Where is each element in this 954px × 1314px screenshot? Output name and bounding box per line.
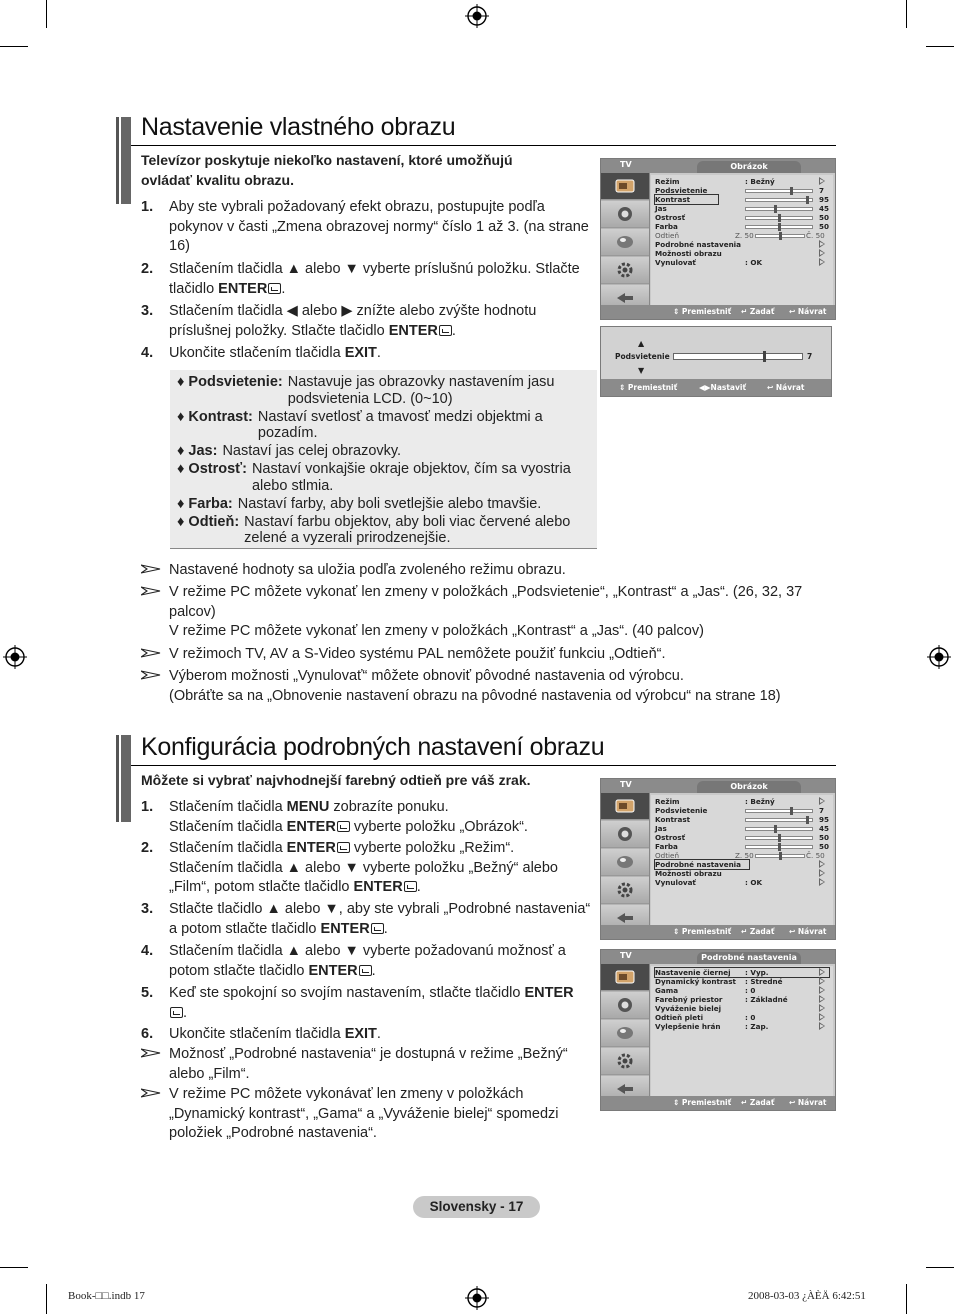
back-hint: ↩ Návrat [789, 927, 827, 936]
enter-icon [170, 1007, 183, 1018]
step-item [141, 198, 596, 257]
menu-sidebar [601, 793, 650, 925]
note-arrow-icon [141, 1048, 161, 1058]
arrow-right-icon [819, 995, 825, 1003]
crop-mark [0, 1267, 28, 1268]
menu-row[interactable]: Jas 45 [655, 204, 830, 213]
menu-row[interactable]: Vynulovať : OK [655, 878, 829, 887]
sound-icon[interactable] [601, 992, 649, 1019]
arrow-right-icon [819, 986, 825, 994]
menu-row[interactable]: Jas 45 [655, 824, 830, 833]
menu-content [651, 966, 833, 1096]
step-item: 2. Stlačením tlačidla ENTER vyberte položku „Režim“. Stlačením tlačidla ▲ alebo ▼ vyberte položku „Bežný“ alebo „Film“, potom stlačte tlačidlo ENTER . [141, 840, 558, 895]
crop-mark [46, 1284, 47, 1314]
sound-icon[interactable] [601, 201, 649, 228]
info-row: ♦ Jas: Nastaví jas celej obrazovky. [177, 443, 402, 459]
menu-row[interactable]: Farba 50 [655, 842, 830, 851]
channel-icon[interactable] [601, 229, 649, 256]
arrow-right-icon [819, 1013, 825, 1021]
note-arrow-icon [141, 564, 161, 574]
menu-title: Obrázok [697, 161, 801, 173]
move-hint: ⇕ Premiestniť [673, 307, 732, 316]
note-arrow-icon [141, 1088, 161, 1098]
menu-content [651, 175, 833, 305]
step-text: Ukončite stlačením tlačidla EXIT. [169, 345, 381, 361]
section-title: Konfigurácia podrobných nastavení obrazu [141, 733, 605, 761]
crop-mark [906, 0, 907, 28]
slider-track[interactable] [673, 353, 803, 360]
tv-label: TV [620, 951, 632, 960]
step-item: 6. Ukončite stlačením tlačidla EXIT. [141, 1026, 381, 1042]
print-slug-right: 2008-03-03 ¿ÀÈÄ 6:42:51 [748, 1290, 866, 1302]
crop-mark [906, 1284, 907, 1314]
step-text: Stlačením tlačidla ▲ alebo ▼ vyberte príslušnú položku. Stlačte tlačidlo ENTER . [169, 261, 580, 297]
menu-row[interactable]: Kontrast 95 [655, 195, 830, 204]
up-arrow-icon: ▲ [638, 339, 645, 348]
enter-icon [337, 842, 350, 853]
info-box [170, 370, 597, 549]
arrow-right-icon [819, 860, 825, 868]
move-hint: ⇕ Premiestniť [619, 383, 678, 392]
enter-hint: ↵ Zadať [741, 307, 775, 316]
menu-content [651, 795, 833, 925]
crop-mark [0, 46, 28, 47]
info-row: ♦ Kontrast: Nastaví svetlosť a tmavosť medzi objektmi a pozadím. [177, 408, 543, 441]
enter-icon [359, 965, 372, 976]
menu-row[interactable]: Vynulovať : OK [655, 258, 829, 267]
arrow-right-icon [819, 240, 825, 248]
section-title: Nastavenie vlastného obrazu [141, 113, 456, 141]
arrow-right-icon [819, 797, 825, 805]
menu-row[interactable]: Možnosti obrazu [655, 869, 829, 878]
slider-label: Podsvietenie [615, 352, 670, 361]
section-bar [116, 735, 131, 822]
note-item: Výberom možnosti „Vynulovať“ môžete obnoviť pôvodné nastavenia od výrobcu. (Obráťte sa na „Obnovenie nastavení obrazu na pôvodné nastavenia od výrobcu“ na strane 18) [141, 667, 831, 706]
section-rule [131, 145, 836, 146]
menu-row[interactable]: Podsvietenie 7 [655, 806, 825, 815]
step-text: Stlačením tlačidla ◀ alebo ▶ znížte alebo zvýšte hodnotu príslušnej položky. Stlačte tlačidlo ENTER . [169, 303, 537, 339]
slider-footer [601, 379, 831, 396]
move-hint: ⇕ Premiestniť [673, 927, 732, 936]
registration-mark-icon [465, 4, 489, 28]
note-arrow-icon [141, 586, 161, 596]
step-item: 4. Stlačením tlačidla ▲ alebo ▼ vyberte požadovanú možnosť a potom stlačte tlačidlo ENTER . [141, 943, 566, 979]
print-slug-left: Book-□□.indb 17 [68, 1290, 145, 1302]
adjust-hint: ◀▶Nastaviť [699, 383, 747, 392]
menu-row[interactable]: Ostrosť 50 [655, 213, 830, 222]
enter-icon [404, 881, 417, 892]
tv-label: TV [620, 160, 632, 169]
menu-row[interactable]: Dynamický kontrast : Stredné [655, 977, 829, 986]
step-number: 2. [141, 261, 154, 277]
registration-mark-icon [465, 1286, 489, 1310]
menu-sidebar [601, 964, 650, 1096]
menu-row[interactable]: Podrobné nastavenia [655, 860, 829, 869]
section-intro: Môžete si vybrať najvhodnejší farebný odtieň pre váš zrak. [141, 772, 531, 788]
enter-icon [337, 821, 350, 832]
menu-row[interactable]: Režim : Bežný [655, 797, 829, 806]
menu-footer [601, 305, 835, 319]
step-item: 3. Stlačte tlačidlo ▲ alebo ▼, aby ste vybrali „Podrobné nastavenia“ a potom stlačte tlačidlo ENTER . [141, 901, 591, 937]
crop-mark [46, 0, 47, 28]
menu-row[interactable]: Odtieň pleti : 0 [655, 1013, 829, 1022]
step-item: 1. Stlačením tlačidla MENU zobrazíte ponuku. Stlačením tlačidla ENTER vyberte položku „Obrázok“. [141, 799, 528, 835]
note-item: V režimoch TV, AV a S-Video systému PAL nemôžete použiť funkciu „Odtieň“. [141, 645, 831, 665]
menu-sidebar [601, 173, 650, 305]
channel-icon[interactable] [601, 849, 649, 876]
menu-title: Obrázok [697, 781, 801, 793]
arrow-right-icon [819, 977, 825, 985]
arrow-right-icon [819, 258, 825, 266]
sound-icon[interactable] [601, 821, 649, 848]
page-number-badge: Slovensky - 17 [413, 1196, 540, 1218]
menu-row[interactable]: Možnosti obrazu [655, 249, 829, 258]
down-arrow-icon: ▼ [638, 366, 645, 375]
menu-row[interactable]: Podrobné nastavenia [655, 240, 829, 249]
menu-footer [601, 925, 835, 939]
back-hint: ↩ Návrat [789, 307, 827, 316]
step-text: Aby ste vybrali požadovaný efekt obrazu, postupujte podľa pokynov v časti „Zmena obrazovej normy“ číslo 1 až 3. (na strane 16) [169, 199, 589, 254]
step-number: 4. [141, 345, 154, 361]
note-item: Nastavené hodnoty sa uložia podľa zvoleného režimu obrazu. [141, 561, 831, 581]
step-number: 3. [141, 303, 154, 319]
setup-icon[interactable] [601, 1048, 649, 1075]
enter-icon [371, 923, 384, 934]
tv-menu-picture [600, 158, 836, 320]
menu-row[interactable]: Odtieň Z. 50 Č. 50 [655, 231, 825, 240]
menu-title: Podrobné nastavenia [697, 952, 801, 964]
menu-row[interactable]: Gama : 0 [655, 986, 829, 995]
tv-menu-detail [600, 949, 836, 1111]
step-item [141, 302, 596, 341]
info-row: ♦ Podsvietenie: Nastavuje jas obrazovky nastavením jasu podsvietenia LCD. (0~10) [177, 374, 555, 407]
slider-value: 7 [807, 352, 813, 361]
menu-footer [601, 1096, 835, 1110]
enter-icon [439, 325, 452, 336]
picture-icon[interactable] [601, 964, 649, 991]
section-intro: Televízor poskytuje niekoľko nastavení, ktoré umožňujú ovládať kvalitu obrazu. [141, 152, 513, 188]
picture-icon[interactable] [601, 173, 649, 200]
picture-icon[interactable] [601, 793, 649, 820]
tv-label: TV [620, 780, 632, 789]
menu-row[interactable]: Farba 50 [655, 222, 830, 231]
crop-mark [926, 1267, 954, 1268]
menu-row[interactable]: Odtieň Z. 50 Č. 50 [655, 851, 825, 860]
arrow-right-icon [819, 968, 825, 976]
step-number: 1. [141, 199, 154, 215]
arrow-right-icon [819, 1022, 825, 1030]
menu-row[interactable]: Režim : Bežný [655, 177, 829, 186]
menu-row[interactable]: Ostrosť 50 [655, 833, 830, 842]
arrow-right-icon [819, 177, 825, 185]
note-arrow-icon [141, 648, 161, 658]
note-arrow-icon [141, 670, 161, 680]
menu-row[interactable]: Vylepšenie hrán : Zap. [655, 1022, 829, 1031]
enter-hint: ↵ Zadať [741, 927, 775, 936]
info-row: ♦ Farba: Nastaví farby, aby boli svetlejšie alebo tmavšie. [177, 495, 542, 512]
step-item [141, 344, 596, 364]
info-row: ♦ Odtieň: Nastaví farbu objektov, aby boli viac červené alebo zelené a vyzerali prirodzenejšie. [177, 513, 571, 546]
arrow-right-icon [819, 878, 825, 886]
menu-row[interactable]: Vyváženie bielej [655, 1004, 829, 1013]
enter-icon [268, 283, 281, 294]
crop-mark [926, 46, 954, 47]
menu-row[interactable]: Nastavenie čiernej : Vyp. [655, 968, 829, 977]
note-item: Možnosť „Podrobné nastavenia“ je dostupná v režime „Bežný“ alebo „Film“. [141, 1045, 596, 1084]
slider-thumb[interactable] [763, 351, 766, 362]
setup-icon[interactable] [601, 877, 649, 904]
slider-panel [600, 326, 832, 397]
info-row: ♦ Ostrosť: Nastaví vonkajšie okraje objektov, čím sa vyostria alebo stlmia. [177, 461, 571, 494]
note-item: V režime PC môžete vykonávať len zmeny v položkách „Dynamický kontrast“, „Gama“ a „Vyváženie bielej“ spomedzi položiek „Podrobné nastavenia“. [141, 1085, 596, 1144]
registration-mark-icon [3, 645, 27, 669]
move-hint: ⇕ Premiestniť [673, 1098, 732, 1107]
menu-row[interactable]: Podsvietenie 7 [655, 186, 825, 195]
section-rule [131, 765, 836, 766]
channel-icon[interactable] [601, 1020, 649, 1047]
arrow-right-icon [819, 249, 825, 257]
step-item [141, 260, 596, 299]
back-hint: ↩ Návrat [767, 383, 805, 392]
menu-row[interactable]: Farebný priestor : Základné [655, 995, 829, 1004]
note-item: V režime PC môžete vykonať len zmeny v položkách „Podsvietenie“, „Kontrast“ a „Jas“. (26, 32, 37 palcov) V režime PC môžete vykonať len zmeny v položkách „Kontrast“ a „Jas“. (40 palcov) [141, 583, 831, 642]
registration-mark-icon [927, 645, 951, 669]
step-item: 5. Keď ste spokojní so svojím nastavením, stlačte tlačidlo ENTER . [141, 985, 574, 1021]
back-hint: ↩ Návrat [789, 1098, 827, 1107]
setup-icon[interactable] [601, 257, 649, 284]
menu-row[interactable]: Kontrast 95 [655, 815, 830, 824]
enter-hint: ↵ Zadať [741, 1098, 775, 1107]
section-bar [116, 117, 131, 204]
arrow-right-icon [819, 1004, 825, 1012]
arrow-right-icon [819, 869, 825, 877]
tv-menu-picture [600, 778, 836, 940]
